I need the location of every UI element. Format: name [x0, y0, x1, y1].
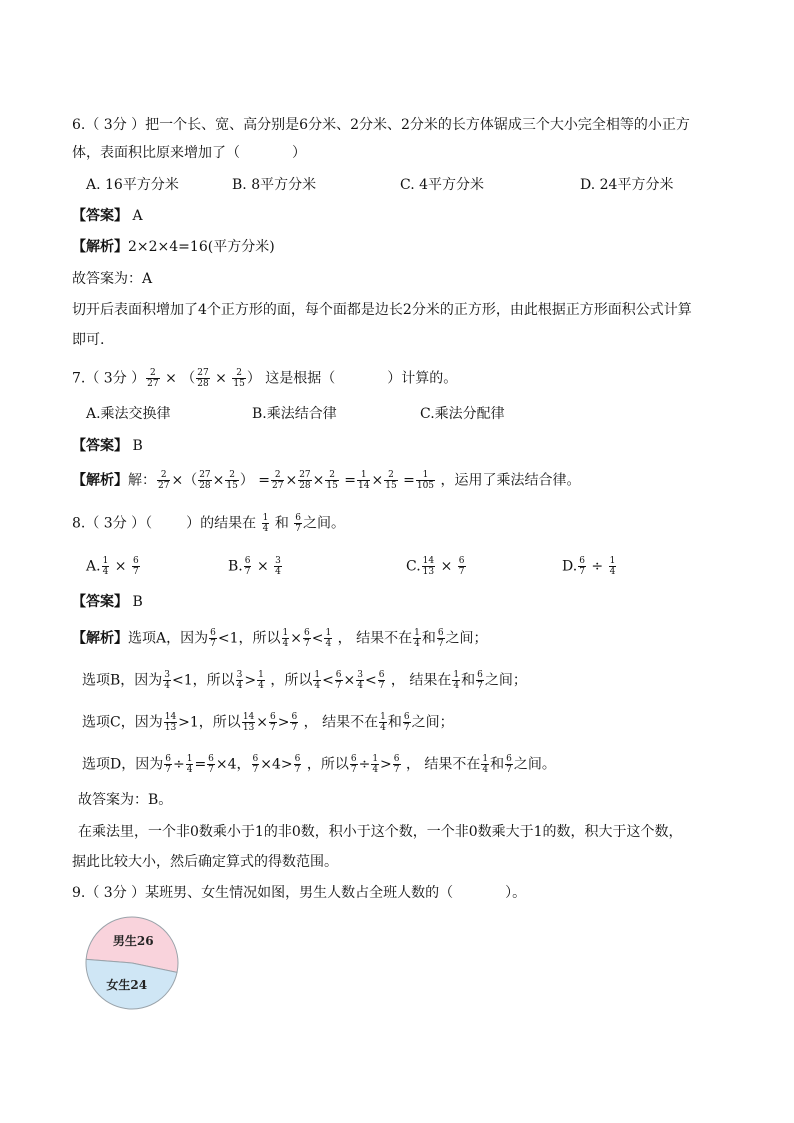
q8-analysis-option-a: 【解析】选项A，因为 $\frac{6}{7}$ <1，所以 $\frac{1}{4}$ × $\frac{6}{7}$ < $\frac{1}{4}$ ， 结果不在 $\frac{1}{4}$ 和 $\frac{6}{7}$ 之间；: [72, 628, 488, 649]
q6-analysis-text: 2×2×4=16(平方分米): [128, 239, 275, 255]
q8-option-d: D. $\frac{6}{7}$ ÷ $\frac{1}{4}$: [562, 556, 616, 577]
q8-note-line2: 据此比较大小，然后确定算式的得数范围。: [72, 854, 338, 870]
q7-prefix: 7.（ 3分 ）: [72, 370, 146, 387]
q6-analysis-label: 【解析】: [72, 239, 128, 255]
q8-option-c: C. $\frac{14}{13}$ × $\frac{6}{7}$: [406, 556, 465, 577]
q6-option-c: C. 4平方分米: [400, 177, 485, 193]
q9-stem: 9.（ 3分 ）某班男、女生情况如图，男生人数占全班人数的（ ）。: [72, 885, 527, 901]
pie-label-girls: 女生24: [106, 977, 148, 992]
q7-suffix: 这是根据（: [265, 370, 336, 387]
q8-analysis-option-b: 选项B，因为 $\frac{3}{4}$ <1，所以 $\frac{3}{4}$ > $\frac{1}{4}$ ，所以 $\frac{1}{4}$ < $\frac{6}{7}$ × $\frac{3}{4}$ < $\frac{6}{7}$ ， 结果在 $\frac{1}{4}$ 和 $\frac{6}{7}$ 之间；: [82, 670, 527, 691]
q9-pie-chart: [80, 915, 190, 1015]
q7-answer-value: B: [132, 438, 143, 454]
q8-analysis-option-c: 选项C，因为 $\frac{14}{13}$ >1，所以 $\frac{14}{13}$ × $\frac{6}{7}$ > $\frac{6}{7}$ ， 结果不在 $\frac{1}{4}$ 和 $\frac{6}{7}$ 之间；: [82, 712, 454, 733]
q6-conclusion: 故答案为：A: [72, 271, 153, 287]
q7-answer: [72, 436, 143, 456]
q7-stem: 7.（ 3分 ） $\frac{2}{27}$ × （ $\frac{27}{28}$ × $\frac{2}{15}$ ） 这是根据（ ）计算的。: [72, 368, 458, 389]
q6-stem-line2: [72, 143, 306, 163]
q6-stem-text: 体，表面积比原来增加了（: [72, 145, 240, 161]
pie-label-boys: 男生26: [112, 934, 154, 949]
q7-answer-label: 【答案】: [72, 438, 128, 454]
q7-fraction-1: $\frac{2}{27}$: [147, 368, 159, 389]
q6-stem-line1: 6.（ 3分 ）把一个长、宽、高分别是6分米、2分米、2分米的长方体锯成三个大小完全相等的小正方: [72, 117, 690, 133]
q6-stem-close: ）: [292, 145, 306, 161]
q6-note-line1: 切开后表面积增加了4个正方形的面，每个面都是边长2分米的正方形，由此根据正方形面积公式计算: [72, 302, 692, 318]
q6-option-d: D. 24平方分米: [580, 177, 674, 193]
q7-option-a: A.乘法交换律: [86, 406, 171, 422]
q6-option-b: B. 8平方分米: [232, 177, 317, 193]
q8-option-b: B. $\frac{6}{7}$ × $\frac{3}{4}$: [228, 556, 281, 577]
q8-conclusion: 故答案为：B。: [78, 792, 173, 808]
q8-stem: 8.（ 3分 ）（ ）的结果在 $\frac{1}{4}$ 和 $\frac{6}{7}$ 之间。: [72, 513, 345, 534]
q6-option-a: A. 16平方分米: [86, 177, 179, 193]
q6-answer: [72, 206, 143, 226]
q6-answer-value: A: [132, 208, 143, 224]
q7-fraction-3: $\frac{2}{15}$: [233, 368, 245, 389]
q7-analysis: 【解析】解： $\frac{2}{27}$ ×（ $\frac{27}{28}$ × $\frac{2}{15}$ ） = $\frac{2}{27}$ × $\frac{27}{28}$ × $\frac{2}{15}$ = $\frac{1}{14}$ × $\frac{2}{15}$ = $\frac{1}{105}$ ，运用了乘法结合律。: [72, 470, 581, 491]
q6-analysis: [72, 237, 275, 257]
q7-fraction-2: $\frac{27}{28}$: [197, 368, 209, 389]
q8-answer: [72, 592, 143, 612]
q6-note-line2: 即可.: [72, 332, 105, 348]
q8-answer-value: B: [132, 594, 143, 610]
q8-note-line1: 在乘法里，一个非0数乘小于1的非0数，积小于这个数，一个非0数乘大于1的数，积大于这个数，: [78, 824, 683, 840]
q8-analysis-option-d: 选项D，因为 $\frac{6}{7}$ ÷ $\frac{1}{4}$ = $\frac{6}{7}$ ×4， $\frac{6}{7}$ ×4> $\frac{6}{7}$ ，所以 $\frac{6}{7}$ ÷ $\frac{1}{4}$ > $\frac{6}{7}$ ， 结果不在 $\frac{1}{4}$ 和 $\frac{6}{7}$ 之间。: [82, 754, 556, 775]
q7-option-b: B.乘法结合律: [252, 406, 337, 422]
q8-option-a: A. $\frac{1}{4}$ × $\frac{6}{7}$: [86, 556, 139, 577]
q8-answer-label: 【答案】: [72, 594, 128, 610]
q6-answer-label: 【答案】: [72, 208, 128, 224]
q7-option-c: C.乘法分配律: [420, 406, 505, 422]
q7-analysis-label: 【解析】: [72, 472, 128, 489]
